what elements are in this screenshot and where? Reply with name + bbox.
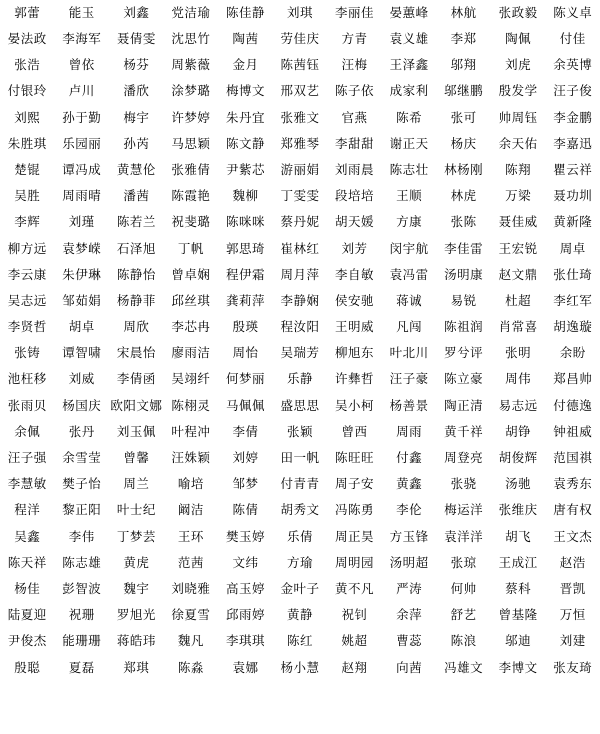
name-cell: 王顺	[396, 188, 423, 204]
name-cell: 林航	[450, 4, 477, 20]
name-cell: 黄静	[286, 607, 313, 623]
name-cell: 邱丝琪	[171, 292, 211, 308]
name-cell: 吴胜	[14, 188, 41, 204]
name-cell: 殷聪	[14, 659, 41, 675]
name-cell: 赵翔	[341, 659, 368, 675]
name-cell: 乐倩	[286, 528, 313, 544]
name-cell: 郑琪	[123, 659, 150, 675]
name-cell: 郭蕾	[14, 4, 41, 20]
name-cell: 黄鑫	[396, 476, 423, 492]
name-cell: 罗兮评	[444, 345, 484, 361]
name-cell: 李辉	[14, 214, 41, 230]
name-cell: 李琪琪	[225, 633, 265, 649]
name-cell: 周雨	[396, 423, 423, 439]
name-cell: 姚超	[341, 633, 368, 649]
name-cell: 孙芮	[123, 135, 150, 151]
name-cell: 付鑫	[396, 450, 423, 466]
name-cell: 盛思思	[280, 397, 320, 413]
name-cell: 胡铮	[505, 423, 532, 439]
name-cell: 龚莉萍	[225, 292, 265, 308]
name-cell: 杨庆	[450, 135, 477, 151]
name-cell: 欧阳文娜	[110, 397, 163, 413]
name-cell: 李伦	[396, 502, 423, 518]
name-cell: 晋凯	[559, 580, 586, 596]
name-cell: 余英博	[553, 57, 593, 73]
name-cell: 陶佩	[505, 31, 532, 47]
name-cell: 蒋皓玮	[116, 633, 156, 649]
name-cell: 胡飞	[505, 528, 532, 544]
name-cell: 李静娴	[280, 292, 320, 308]
name-cell: 刘建	[559, 633, 586, 649]
name-cell: 程洋	[14, 502, 41, 518]
name-cell: 王宏锐	[498, 240, 538, 256]
name-cell: 曹蕊	[396, 633, 423, 649]
name-cell: 徐夏雪	[171, 607, 211, 623]
name-cell: 喻培	[177, 476, 204, 492]
name-cell: 黄新隆	[553, 214, 593, 230]
name-cell: 许梦婷	[171, 109, 211, 125]
name-cell: 范国祺	[553, 450, 593, 466]
name-cell: 殷发学	[498, 83, 538, 99]
name-cell: 李博文	[498, 659, 538, 675]
name-cell: 张雅文	[280, 109, 320, 125]
name-cell: 付银玲	[7, 83, 47, 99]
name-cell: 官燕	[341, 109, 368, 125]
name-cell: 成家利	[389, 83, 429, 99]
name-cell: 刘晓雅	[171, 580, 211, 596]
name-cell: 魏宇	[123, 580, 150, 596]
name-cell: 何梦丽	[225, 371, 265, 387]
name-cell: 魏柳	[232, 188, 259, 204]
name-cell: 潘茜	[123, 188, 150, 204]
name-cell: 方康	[396, 214, 423, 230]
name-cell: 祝斐璐	[171, 214, 211, 230]
name-cell: 能玉	[68, 4, 95, 20]
name-cell: 杨国庆	[62, 397, 102, 413]
name-cell: 石泽旭	[116, 240, 156, 256]
name-cell: 叶士纪	[116, 502, 156, 518]
name-cell: 胡天媛	[335, 214, 375, 230]
name-cell: 黄虎	[123, 554, 150, 570]
name-cell: 卢川	[68, 83, 95, 99]
name-cell: 谢正天	[389, 135, 429, 151]
name-cell: 凡闯	[396, 319, 423, 335]
name-cell: 李甜甜	[335, 135, 375, 151]
name-cell: 方青	[341, 31, 368, 47]
name-cell: 孙于勤	[62, 109, 102, 125]
name-cell: 邬迪	[505, 633, 532, 649]
name-cell: 曾馨	[123, 450, 150, 466]
name-cell: 刘雨晨	[335, 161, 375, 177]
name-cell: 王明威	[335, 319, 375, 335]
name-cell: 邬继鹏	[444, 83, 484, 99]
name-cell: 陈文静	[225, 135, 265, 151]
name-cell: 党洁瑜	[171, 4, 211, 20]
name-cell: 陈旺旺	[335, 450, 375, 466]
name-cell: 曾卓娴	[171, 266, 211, 282]
name-cell: 周怡	[232, 345, 259, 361]
name-cell: 张友琦	[553, 659, 593, 675]
name-cell: 陈志壮	[389, 161, 429, 177]
name-cell: 谭冯成	[62, 161, 102, 177]
name-cell: 李慧敏	[7, 476, 47, 492]
name-cell: 周卓	[559, 240, 586, 256]
name-cell: 陈志雄	[62, 554, 102, 570]
name-cell: 刘玉佩	[116, 423, 156, 439]
name-cell: 汪子俊	[553, 83, 593, 99]
name-cell: 付佳	[559, 31, 586, 47]
name-cell: 胡逸璇	[553, 319, 593, 335]
name-cell: 林杨刚	[444, 161, 484, 177]
name-cell: 严涛	[396, 580, 423, 596]
name-cell: 彭智波	[62, 580, 102, 596]
name-cell: 汪子豪	[389, 371, 429, 387]
name-cell: 周月萍	[280, 266, 320, 282]
name-cell: 汪梅	[341, 57, 368, 73]
name-cell: 李郑	[450, 31, 477, 47]
name-cell: 谭智啸	[62, 345, 102, 361]
name-cell: 丁雯雯	[280, 188, 320, 204]
name-cell: 池枉移	[7, 371, 47, 387]
name-cell: 吴瑞芳	[280, 345, 320, 361]
name-cell: 梅宇	[123, 109, 150, 125]
name-cell: 高玉婷	[225, 580, 265, 596]
name-cell: 王环	[177, 528, 204, 544]
name-cell: 沈思竹	[171, 31, 211, 47]
name-cell: 张陈	[450, 214, 477, 230]
name-cell: 潘欣	[123, 83, 150, 99]
name-cell: 张维庆	[498, 502, 538, 518]
name-cell: 刘熙	[14, 109, 41, 125]
name-cell: 李嘉迅	[553, 135, 593, 151]
name-cell: 邱雨婷	[225, 607, 265, 623]
name-cell: 金叶子	[280, 580, 320, 596]
name-cell: 邹茹娟	[62, 292, 102, 308]
name-cell: 张铸	[14, 345, 41, 361]
name-cell: 张丹	[68, 423, 95, 439]
name-cell: 朱伊琳	[62, 266, 102, 282]
name-cell: 吴翊纤	[171, 371, 211, 387]
name-cell: 李自敏	[335, 266, 375, 282]
name-cell: 崔林红	[280, 240, 320, 256]
name-cell: 何帅	[450, 580, 477, 596]
name-cell: 余盼	[559, 345, 586, 361]
name-cell: 陈若兰	[116, 214, 156, 230]
name-cell: 段培培	[335, 188, 375, 204]
name-cell: 李倩函	[116, 371, 156, 387]
name-cell: 方玉锋	[389, 528, 429, 544]
name-cell: 袁义雄	[389, 31, 429, 47]
name-cell: 马佩佩	[225, 397, 265, 413]
name-cell: 付青青	[280, 476, 320, 492]
name-cell: 李芯冉	[171, 319, 211, 335]
name-cell: 马思颖	[171, 135, 211, 151]
name-cell: 陈子依	[335, 83, 375, 99]
name-cell: 张可	[450, 109, 477, 125]
name-cell: 乐静	[286, 371, 313, 387]
name-cell: 杨佳	[14, 580, 41, 596]
name-cell: 吴小柯	[335, 397, 375, 413]
name-cell: 钟祖威	[553, 423, 593, 439]
name-cell: 张颖	[286, 423, 313, 439]
name-cell: 闵宇航	[389, 240, 429, 256]
name-cell: 胡卓	[68, 319, 95, 335]
name-cell: 聂佳威	[498, 214, 538, 230]
name-cell: 郑昌帅	[553, 371, 593, 387]
name-cell: 付德逸	[553, 397, 593, 413]
name-cell: 李佳雷	[444, 240, 484, 256]
name-cell: 尹紫芯	[225, 161, 265, 177]
name-cell: 方瑜	[286, 554, 313, 570]
name-cell: 周雨晴	[62, 188, 102, 204]
name-cell: 汪子强	[7, 450, 47, 466]
name-cell: 刘瑾	[68, 214, 95, 230]
name-cell: 陈栩灵	[171, 397, 211, 413]
name-cell: 周子安	[335, 476, 375, 492]
name-cell: 陈希	[396, 109, 423, 125]
name-cell: 胡俊辉	[498, 450, 538, 466]
name-cell: 李倩	[232, 423, 259, 439]
name-cell: 周紫薇	[171, 57, 211, 73]
name-cell: 吴志远	[7, 292, 47, 308]
name-cell: 周伟	[505, 371, 532, 387]
name-cell: 李云康	[7, 266, 47, 282]
name-cell: 殷瑛	[232, 319, 259, 335]
name-cell: 侯安驰	[335, 292, 375, 308]
name-cell: 涂梦璐	[171, 83, 211, 99]
name-cell: 杜超	[505, 292, 532, 308]
name-cell: 阚洁	[177, 502, 204, 518]
name-cell: 袁娜	[232, 659, 259, 675]
name-cell: 劳佳庆	[280, 31, 320, 47]
name-cell: 李贤哲	[7, 319, 47, 335]
name-cell: 汤明康	[444, 266, 484, 282]
name-cell: 陈浪	[450, 633, 477, 649]
name-cell: 刘芳	[341, 240, 368, 256]
name-cell: 柳旭东	[335, 345, 375, 361]
name-cell: 周正昊	[335, 528, 375, 544]
name-cell: 陶茜	[232, 31, 259, 47]
name-cell: 陈淼	[177, 659, 204, 675]
name-cell: 樊玉婷	[225, 528, 265, 544]
name-cell: 林虎	[450, 188, 477, 204]
name-cell: 陈翔	[505, 161, 532, 177]
name-cell: 赵文鼎	[498, 266, 538, 282]
name-cell: 尹俊杰	[7, 633, 47, 649]
name-cell: 蔡科	[505, 580, 532, 596]
name-cell: 范茜	[177, 554, 204, 570]
name-cell: 丁梦芸	[116, 528, 156, 544]
name-cell: 陈祖润	[444, 319, 484, 335]
name-cell: 祝珊	[68, 607, 95, 623]
name-cell: 李海军	[62, 31, 102, 47]
name-cell: 梅运洋	[444, 502, 484, 518]
name-cell: 田一帆	[280, 450, 320, 466]
name-cell: 赵浩	[559, 554, 586, 570]
name-cell: 陶正清	[444, 397, 484, 413]
name-cell: 朱丹宜	[225, 109, 265, 125]
name-cell: 刘琪	[286, 4, 313, 20]
name-cell: 游丽娟	[280, 161, 320, 177]
name-cell: 朱胜琪	[7, 135, 47, 151]
name-cell: 魏凡	[177, 633, 204, 649]
name-cell: 刘婷	[232, 450, 259, 466]
name-cell: 陈天祥	[7, 554, 47, 570]
name-cell: 陈倩	[232, 502, 259, 518]
name-cell: 张雨贝	[7, 397, 47, 413]
name-cell: 陈咪咪	[225, 214, 265, 230]
name-cell: 舒艺	[450, 607, 477, 623]
name-cell: 袁洋洋	[444, 528, 484, 544]
name-cell: 陈茜钰	[280, 57, 320, 73]
name-cell: 李伟	[68, 528, 95, 544]
name-cell: 杨芬	[123, 57, 150, 73]
name-cell: 杨善景	[389, 397, 429, 413]
name-cell: 夏磊	[68, 659, 95, 675]
name-cell: 袁冯雷	[389, 266, 429, 282]
name-cell: 李金鹏	[553, 109, 593, 125]
name-cell: 廖雨洁	[171, 345, 211, 361]
name-cell: 罗旭光	[116, 607, 156, 623]
name-cell: 曾西	[341, 423, 368, 439]
name-cell: 刘鑫	[123, 4, 150, 20]
name-cell: 黄不凡	[335, 580, 375, 596]
name-cell: 张雅倩	[171, 161, 211, 177]
name-cell: 陈静怡	[116, 266, 156, 282]
name-cell: 李红军	[553, 292, 593, 308]
name-cell: 张仕琦	[553, 266, 593, 282]
name-cell: 周兰	[123, 476, 150, 492]
name-cell: 周登亮	[444, 450, 484, 466]
name-cell: 周明园	[335, 554, 375, 570]
name-cell: 冯陈勇	[335, 502, 375, 518]
name-cell: 程伊霜	[225, 266, 265, 282]
name-cell: 蒋诚	[396, 292, 423, 308]
name-cell: 刘虎	[505, 57, 532, 73]
name-cell: 万恒	[559, 607, 586, 623]
name-cell: 邬翔	[450, 57, 477, 73]
name-cell: 陈红	[286, 633, 313, 649]
name-cell: 金月	[232, 57, 259, 73]
name-cell: 王成江	[498, 554, 538, 570]
name-cell: 易锐	[450, 292, 477, 308]
name-cell: 叶北川	[389, 345, 429, 361]
name-cell: 黄慧伦	[116, 161, 156, 177]
name-cell: 程汝阳	[280, 319, 320, 335]
name-cell: 胡秀文	[280, 502, 320, 518]
name-cell: 陈佳静	[225, 4, 265, 20]
name-cell: 黎正阳	[62, 502, 102, 518]
name-cell: 蔡丹妮	[280, 214, 320, 230]
name-cell: 周欣	[123, 319, 150, 335]
name-cell: 祝钊	[341, 607, 368, 623]
name-cell: 余佩	[14, 423, 41, 439]
name-cell: 陈立豪	[444, 371, 484, 387]
name-cell: 黄千祥	[444, 423, 484, 439]
name-cell: 余萍	[396, 607, 423, 623]
name-cell: 冯雄文	[444, 659, 484, 675]
name-cell: 肖常喜	[498, 319, 538, 335]
name-cell: 曾依	[68, 57, 95, 73]
name-cell: 唐有权	[553, 502, 593, 518]
name-cell: 余雪莹	[62, 450, 102, 466]
name-cell: 杨静菲	[116, 292, 156, 308]
name-cell: 邢双艺	[280, 83, 320, 99]
name-cell: 樊子怡	[62, 476, 102, 492]
name-cell: 宋晨怡	[116, 345, 156, 361]
name-cell: 杨小慧	[280, 659, 320, 675]
name-cell: 曾基隆	[498, 607, 538, 623]
name-cell: 晏法政	[7, 31, 47, 47]
name-cell: 张浩	[14, 57, 41, 73]
name-cell: 陈霞艳	[171, 188, 211, 204]
name-cell: 汤明超	[389, 554, 429, 570]
name-cell: 丁帆	[177, 240, 204, 256]
name-cell: 吴鑫	[14, 528, 41, 544]
name-cell: 柳方远	[7, 240, 47, 256]
name-cell: 陆夏迎	[7, 607, 47, 623]
name-cell: 能珊珊	[62, 633, 102, 649]
name-cell: 邹梦	[232, 476, 259, 492]
name-cell: 王文杰	[553, 528, 593, 544]
name-cell: 袁秀东	[553, 476, 593, 492]
name-cell: 叶程冲	[171, 423, 211, 439]
name-cell: 张明	[505, 345, 532, 361]
name-cell: 刘威	[68, 371, 95, 387]
name-cell: 汪姝颖	[171, 450, 211, 466]
name-cell: 文纬	[232, 554, 259, 570]
name-cell: 万梁	[505, 188, 532, 204]
name-cell: 梅博文	[225, 83, 265, 99]
name-cell: 汤驰	[505, 476, 532, 492]
name-cell: 王泽鑫	[389, 57, 429, 73]
name-cell: 张琼	[450, 554, 477, 570]
name-cell: 陈义卓	[553, 4, 593, 20]
name-cell: 帅周钰	[498, 109, 538, 125]
name-cell: 易志远	[498, 397, 538, 413]
name-cell: 郑雅琴	[280, 135, 320, 151]
name-cell: 晏蕙峰	[389, 4, 429, 20]
name-cell: 张骁	[450, 476, 477, 492]
name-cell: 向茜	[396, 659, 423, 675]
name-cell: 张政毅	[498, 4, 538, 20]
name-cell: 郭思琦	[225, 240, 265, 256]
name-cell: 李丽佳	[335, 4, 375, 20]
name-cell: 许彝哲	[335, 371, 375, 387]
name-cell: 乐园丽	[62, 135, 102, 151]
name-cell: 袁梦嵘	[62, 240, 102, 256]
name-cell: 瞿云祥	[553, 161, 593, 177]
name-cell: 楚锟	[14, 161, 41, 177]
name-cell: 聂倩雯	[116, 31, 156, 47]
name-cell: 余天佑	[498, 135, 538, 151]
name-cell: 聂功圳	[553, 188, 593, 204]
